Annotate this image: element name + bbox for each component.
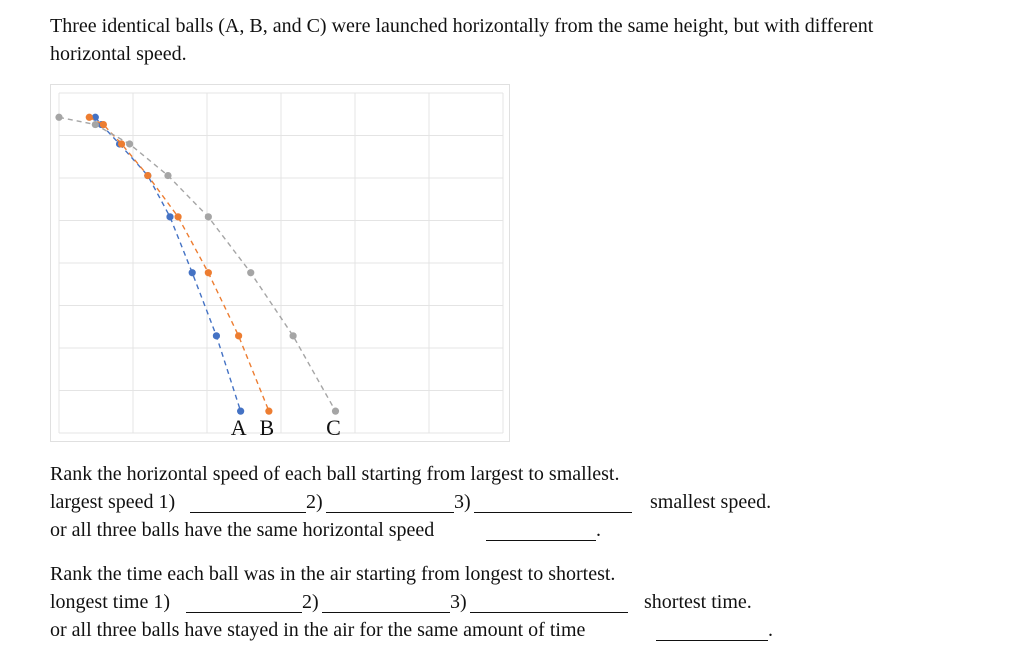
q1-answer-line <box>50 488 810 516</box>
ball-label-A: A <box>230 415 247 441</box>
data-point-C <box>126 140 133 147</box>
q2-answer-2-blank[interactable] <box>322 592 450 613</box>
data-point-C <box>164 172 171 179</box>
data-point-C <box>332 408 339 415</box>
data-point-B <box>144 172 151 179</box>
data-point-B <box>235 332 242 339</box>
q1-same-speed-blank[interactable] <box>486 520 596 541</box>
q2-same-time-blank[interactable] <box>656 620 768 641</box>
q2-end-label: shortest time. <box>644 591 752 613</box>
q2-label-3: 3) <box>450 591 467 613</box>
q2-label-1: longest time 1) <box>50 591 170 613</box>
q2-answer-line <box>50 588 810 616</box>
data-point-B <box>205 269 212 276</box>
q2-label-2: 2) <box>302 591 319 613</box>
series-line-C <box>59 117 336 411</box>
series-line-A <box>95 117 240 411</box>
q2-alt-period: . <box>768 619 773 641</box>
ball-label-B: B <box>259 415 275 441</box>
data-point-B <box>174 213 181 220</box>
data-point-A <box>166 213 173 220</box>
q2-alt-text: or all three balls have stayed in the air for the same amount of time <box>50 619 586 641</box>
q1-alt-period: . <box>596 519 601 541</box>
data-point-B <box>100 121 107 128</box>
ball-label-C: C <box>326 415 341 441</box>
data-point-A <box>189 269 196 276</box>
q2-heading: Rank the time each ball was in the air starting from longest to shortest. <box>50 563 616 585</box>
trajectory-chart <box>50 84 510 442</box>
q1-label-2: 2) <box>306 491 323 513</box>
q2-alt-line <box>50 616 810 644</box>
data-point-B <box>86 114 93 121</box>
q1-alt-text: or all three balls have the same horizontal speed <box>50 519 435 541</box>
q1-answer-2-blank[interactable] <box>326 492 454 513</box>
data-point-A <box>213 332 220 339</box>
trajectory-chart-svg <box>51 85 511 443</box>
q1-answer-1-blank[interactable] <box>190 492 306 513</box>
q1-answer-3-blank[interactable] <box>474 492 632 513</box>
series-line-B <box>89 117 269 411</box>
data-point-B <box>118 140 125 147</box>
q1-alt-line <box>50 516 650 544</box>
q1-end-label: smallest speed. <box>650 491 772 513</box>
problem-intro: Three identical balls (A, B, and C) were launched horizontally from the same height, but with different horizontal speed. <box>50 15 874 65</box>
q1-label-3: 3) <box>454 491 471 513</box>
q2-answer-1-blank[interactable] <box>186 592 302 613</box>
data-point-B <box>265 408 272 415</box>
data-point-C <box>247 269 254 276</box>
data-point-C <box>55 114 62 121</box>
q1-label-1: largest speed 1) <box>50 491 176 513</box>
data-point-C <box>290 332 297 339</box>
data-point-C <box>205 213 212 220</box>
q1-heading: Rank the horizontal speed of each ball starting from largest to smallest. <box>50 463 620 485</box>
q2-answer-3-blank[interactable] <box>470 592 628 613</box>
data-point-C <box>92 121 99 128</box>
data-point-A <box>237 408 244 415</box>
